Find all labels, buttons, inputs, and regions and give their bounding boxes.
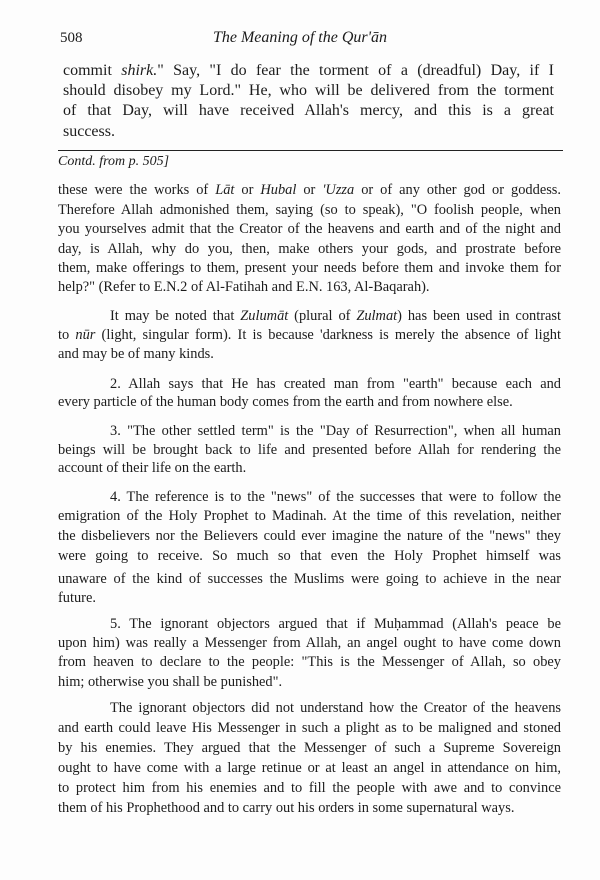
footnote-line: beings will be brought back to life and presented before Allah for rendering the (58, 442, 561, 458)
italic-term: Zulmat (356, 308, 398, 324)
footnote-line: to nūr (light, singular form). It is because 'darkness is merely the absence of light (58, 327, 561, 343)
italic-term: nūr (75, 327, 96, 343)
footnote-line: The ignorant objectors did not understand how the Creator of the heavens (110, 700, 561, 716)
running-title: The Meaning of the Qur'ān (212, 29, 388, 46)
footnote-line: ought to have come with a large retinue or at least an angel in attendance on him, (58, 760, 561, 776)
main-text-line: should disobey my Lord." He, who will be delivered from the torment (63, 82, 554, 99)
main-text-line: of that Day, will have received Allah's mercy, and this is a great (63, 102, 554, 119)
footnote-line: them of his Prophethood and to carry out his orders in some supernatural ways. (58, 800, 515, 816)
footnote-line: every particle of the human body comes from the earth and from nowhere else. (58, 394, 513, 410)
footnote-line: these were the works of Lāt or Hubal or 'Uzza or of any other god or goddess. (58, 182, 561, 198)
footnote-line: the disbelievers nor the Believers could ever imagine the nature of the "news" they (58, 528, 561, 544)
footnote-line: and earth could leave His Messenger in such a plight as to be maligned and stoned (58, 720, 561, 736)
footnote-line: to protect him from his enemies and to fill the people with awe and to convince (58, 780, 561, 796)
main-text-line: success. (63, 123, 115, 140)
footnote-line: by his enemies. They argued that the Messenger of such a Supreme Sovereign (58, 740, 561, 756)
footnote-line: 5. The ignorant objectors argued that if Muḥammad (Allah's peace be (110, 616, 561, 632)
footnote-line: day, is Allah, why do you, then, make others your gods, and prostrate before (58, 241, 561, 257)
italic-term: shirk. (121, 62, 158, 79)
footnote-line: were going to receive. So much so that even the Holy Prophet himself was (58, 548, 561, 564)
page-number: 508 (60, 30, 83, 46)
italic-term: Hubal (260, 182, 297, 198)
footnote-line: 2. Allah says that He has created man from "earth" because each and (110, 376, 561, 392)
footnote-line: you yourselves admit that the Creator of the heavens and earth and of the night and (58, 221, 561, 237)
footnote-divider (58, 150, 563, 151)
footnote-line: and may be of many kinds. (58, 346, 214, 362)
footnote-line: account of their life on the earth. (58, 460, 247, 476)
footnote-line: It may be noted that Zulumāt (plural of Zulmat) has been used in contrast (110, 308, 561, 324)
footnote-line: him; otherwise you shall be punished". (58, 674, 283, 690)
italic-term: Lāt (215, 182, 235, 198)
footnote-line: future. (58, 590, 96, 606)
footnote-line: Therefore Allah admonished them, saying (so to speak), "O foolish people, when (58, 202, 561, 218)
italic-term: Zulumāt (240, 308, 289, 324)
footnote-line: from heaven to declare to the people: "This is the Messenger of Allah, so obey (58, 654, 561, 670)
footnote-line: them, make offerings to them, present your needs before them and invoke them for (58, 260, 561, 276)
footnote-line: 3. "The other settled term" is the "Day of Resurrection", when all human (110, 423, 561, 439)
italic-term: 'Uzza (322, 182, 355, 198)
main-text-line: commit shirk." Say, "I do fear the torment of a (dreadful) Day, if I (63, 62, 554, 79)
footnote-line: 4. The reference is to the "news" of the successes that were to follow the (110, 489, 561, 505)
footnote-line: upon him) was really a Messenger from Allah, an angel ought to have come down (58, 635, 561, 651)
footnote-line: help?" (Refer to E.N.2 of Al-Fatihah and E.N. 163, Al-Baqarah). (58, 279, 430, 295)
footnote-line: unaware of the kind of successes the Muslims were going to achieve in the near (58, 571, 561, 587)
continued-label: Contd. from p. 505] (58, 154, 170, 169)
footnote-line: emigration of the Holy Prophet to Madinah. At the time of this revelation, neither (58, 508, 561, 524)
